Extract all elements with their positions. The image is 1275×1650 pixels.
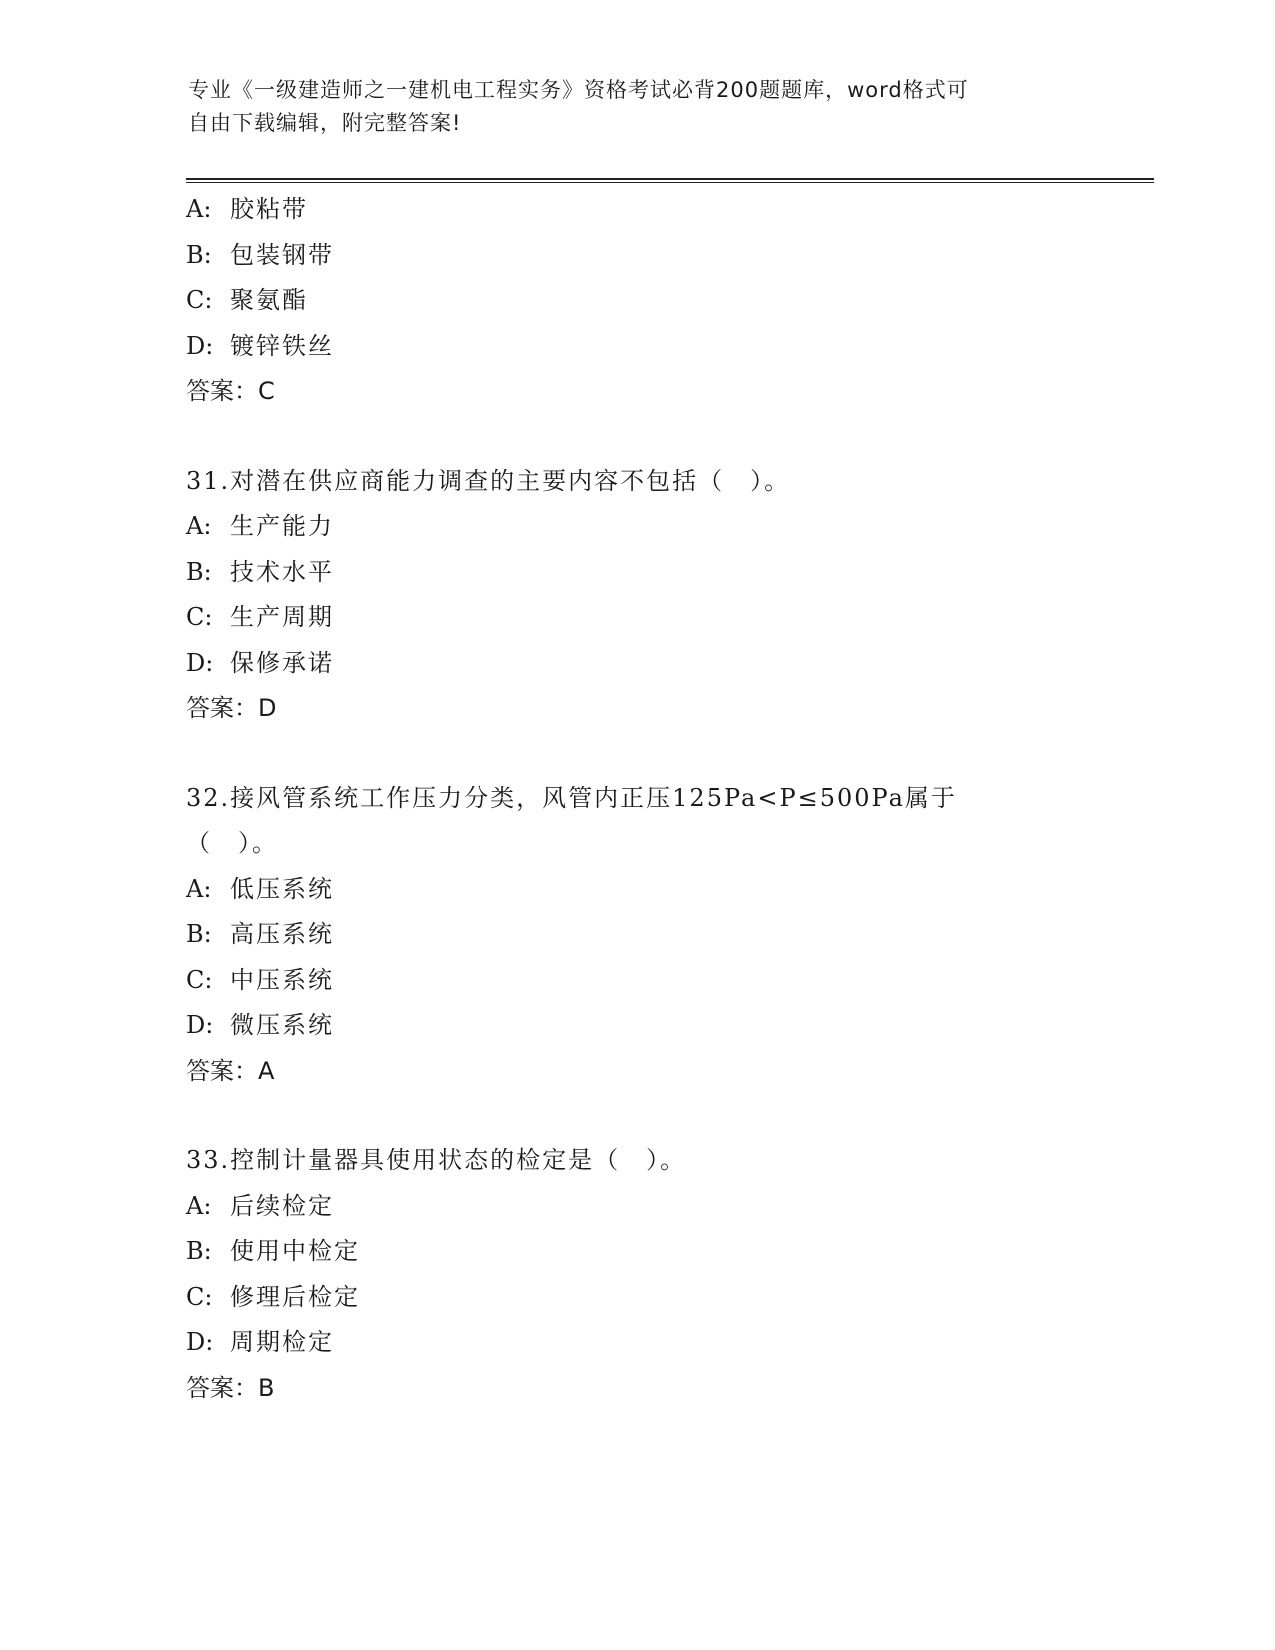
option-c bbox=[186, 278, 1086, 324]
option-text: 聚氨酯 bbox=[230, 286, 308, 314]
option-a bbox=[186, 504, 1086, 550]
option-a bbox=[186, 867, 1086, 913]
option-text: 生产能力 bbox=[230, 512, 334, 540]
question-item bbox=[186, 187, 1086, 415]
answer-line bbox=[186, 686, 1086, 732]
option-text: 使用中检定 bbox=[230, 1237, 360, 1265]
header-line-1: 专业《一级建造师之一建机电工程实务》资格考试必背200题题库，word格式可 bbox=[188, 78, 969, 102]
option-d bbox=[186, 1003, 1086, 1049]
option-text: 周期检定 bbox=[230, 1328, 334, 1356]
option-text: 包装钢带 bbox=[230, 240, 334, 269]
option-letter: A: bbox=[186, 874, 212, 903]
option-text: 修理后检定 bbox=[230, 1282, 360, 1311]
answer-value: A bbox=[258, 1056, 275, 1085]
option-d bbox=[186, 641, 1086, 687]
option-d bbox=[186, 324, 1086, 370]
option-d bbox=[186, 1320, 1086, 1366]
answer-line bbox=[186, 1049, 1086, 1095]
answer-label: 答案： bbox=[186, 377, 258, 405]
option-letter: B: bbox=[186, 240, 212, 269]
question-item bbox=[186, 1138, 1086, 1411]
option-text: 微压系统 bbox=[230, 1011, 334, 1039]
option-text: 保修承诺 bbox=[230, 648, 334, 677]
option-letter: B: bbox=[186, 557, 212, 586]
answer-label: 答案： bbox=[186, 1056, 258, 1085]
question-item bbox=[186, 459, 1086, 732]
answer-value: B bbox=[258, 1373, 275, 1402]
option-letter: B: bbox=[186, 920, 212, 948]
option-text: 生产周期 bbox=[230, 603, 334, 631]
answer-value: D bbox=[258, 694, 277, 722]
option-letter: D: bbox=[186, 1011, 214, 1039]
page-header bbox=[188, 74, 1088, 140]
option-letter: D: bbox=[186, 1328, 214, 1356]
option-a bbox=[186, 1184, 1086, 1230]
option-b bbox=[186, 912, 1086, 958]
option-letter: D: bbox=[186, 331, 214, 360]
option-letter: A: bbox=[186, 1191, 212, 1220]
option-letter: A: bbox=[186, 195, 212, 223]
option-b bbox=[186, 233, 1086, 279]
answer-label: 答案： bbox=[186, 694, 258, 722]
option-letter: B: bbox=[186, 1237, 212, 1265]
option-text: 中压系统 bbox=[230, 965, 334, 994]
option-text: 技术水平 bbox=[230, 557, 334, 586]
question-list bbox=[186, 187, 1086, 1455]
option-letter: D: bbox=[186, 648, 214, 677]
option-text: 高压系统 bbox=[230, 920, 334, 948]
option-text: 后续检定 bbox=[230, 1191, 334, 1220]
option-letter: C: bbox=[186, 965, 213, 994]
option-letter: A: bbox=[186, 512, 212, 540]
answer-value: C bbox=[258, 377, 275, 405]
option-text: 低压系统 bbox=[230, 874, 334, 903]
question-item bbox=[186, 776, 1086, 1095]
option-a bbox=[186, 187, 1086, 233]
answer-line bbox=[186, 369, 1086, 415]
question-stem: 32.接风管系统工作压力分类，风管内正压125Pa<P≤500Pa属于（ ）。 bbox=[186, 783, 957, 857]
option-c bbox=[186, 1275, 1086, 1321]
option-c bbox=[186, 595, 1086, 641]
option-text: 胶粘带 bbox=[230, 195, 308, 223]
answer-line bbox=[186, 1366, 1086, 1412]
header-divider bbox=[186, 178, 1154, 183]
option-letter: C: bbox=[186, 603, 213, 631]
option-c bbox=[186, 958, 1086, 1004]
question-stem: 31.对潜在供应商能力调查的主要内容不包括（ ）。 bbox=[186, 466, 791, 495]
option-text: 镀锌铁丝 bbox=[230, 331, 334, 360]
header-line-2: 自由下载编辑，附完整答案! bbox=[188, 111, 462, 135]
option-letter: C: bbox=[186, 286, 213, 314]
option-b bbox=[186, 1229, 1086, 1275]
question-stem: 33.控制计量器具使用状态的检定是（ ）。 bbox=[186, 1146, 687, 1174]
answer-label: 答案： bbox=[186, 1373, 258, 1402]
option-b bbox=[186, 550, 1086, 596]
option-letter: C: bbox=[186, 1282, 213, 1311]
